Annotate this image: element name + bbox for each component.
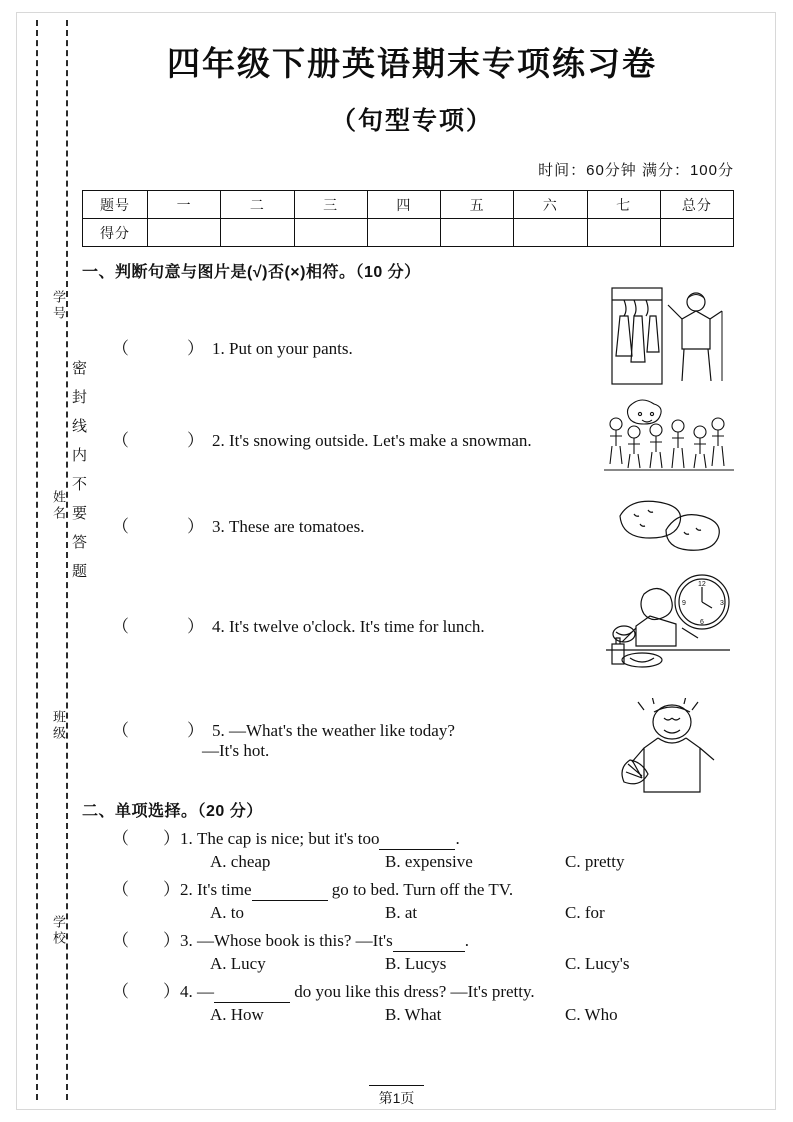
score-col-5: 五 bbox=[441, 191, 514, 219]
question-3-sentence: These are tomatoes. bbox=[229, 517, 365, 536]
question-2-text bbox=[82, 426, 582, 451]
choice-2-text bbox=[82, 875, 742, 901]
score-col-1: 一 bbox=[148, 191, 221, 219]
svg-text:9: 9 bbox=[682, 600, 686, 607]
score-cell-2[interactable] bbox=[221, 219, 294, 247]
score-cell-7[interactable] bbox=[587, 219, 660, 247]
list-item bbox=[82, 824, 742, 872]
exam-meta: 时间：60分钟 满分：100分 bbox=[538, 162, 734, 179]
score-cell-5[interactable] bbox=[441, 219, 514, 247]
question-5-number: 5. bbox=[212, 721, 225, 740]
score-cell-1[interactable] bbox=[148, 219, 221, 247]
list-item bbox=[82, 612, 582, 637]
answer-bracket[interactable]: （ ） bbox=[112, 339, 212, 358]
question-4-sentence: It's twelve o'clock. It's time for lunch. bbox=[229, 617, 485, 636]
question-1-sentence: Put on your pants. bbox=[229, 339, 353, 358]
choice-3-text bbox=[82, 926, 742, 952]
hot-man-fan-icon bbox=[614, 698, 734, 798]
answer-bracket[interactable]: （ ） bbox=[112, 721, 212, 740]
page-subtitle: （句型专项） bbox=[330, 107, 493, 135]
choice-2-options bbox=[82, 903, 742, 923]
page-footer bbox=[0, 1085, 793, 1108]
score-col-4: 四 bbox=[367, 191, 440, 219]
choice-1-number: 1. bbox=[180, 829, 193, 848]
list-item bbox=[82, 977, 742, 1025]
question-5-sentence-2: —It's hot. bbox=[202, 741, 270, 760]
seal-warning-text: 密封线内不要答题 bbox=[70, 360, 87, 592]
svg-text:6: 6 bbox=[700, 619, 704, 626]
exam-content bbox=[82, 26, 742, 1025]
list-item bbox=[82, 875, 742, 923]
question-2-number: 2. bbox=[212, 431, 225, 450]
question-3-text bbox=[82, 512, 582, 537]
section-2-items bbox=[82, 824, 742, 1025]
score-col-2: 二 bbox=[221, 191, 294, 219]
answer-bracket[interactable]: （ ） bbox=[112, 517, 212, 536]
answer-bracket[interactable]: （ ） bbox=[112, 829, 180, 848]
choice-2-option-b[interactable]: B. at bbox=[385, 903, 418, 922]
choice-4-stem-after: do you like this dress? —It's pretty. bbox=[294, 982, 535, 1001]
svg-text:3: 3 bbox=[720, 600, 724, 607]
choice-2-stem-after: go to bed. Turn off the TV. bbox=[331, 880, 514, 899]
score-cell-3[interactable] bbox=[294, 219, 367, 247]
question-3-number: 3. bbox=[212, 517, 225, 536]
answer-bracket[interactable]: （ ） bbox=[112, 931, 180, 950]
choice-4-options bbox=[82, 1005, 742, 1025]
choice-3-option-c[interactable]: C. Lucy's bbox=[565, 954, 630, 973]
seal-column bbox=[30, 20, 87, 1100]
answer-bracket[interactable]: （ ） bbox=[112, 431, 212, 450]
seal-label-school: 学校 bbox=[51, 915, 66, 947]
score-table-row-label-score: 得分 bbox=[83, 219, 148, 247]
choice-4-text bbox=[82, 977, 742, 1003]
list-item bbox=[82, 716, 582, 761]
page-title: 四年级下册英语期末专项练习卷 bbox=[167, 45, 657, 82]
choice-1-text bbox=[82, 824, 742, 850]
question-1-number: 1. bbox=[212, 339, 225, 358]
choice-1-stem-after: . bbox=[455, 829, 460, 848]
choice-2-option-c[interactable]: C. for bbox=[565, 903, 605, 922]
score-col-6: 六 bbox=[514, 191, 587, 219]
choice-1-option-b[interactable]: B. expensive bbox=[385, 852, 473, 871]
list-item bbox=[82, 926, 742, 974]
section-1-heading: 一、判断句意与图片是(√)否(×)相符。（10 分） bbox=[82, 264, 421, 281]
score-col-7: 七 bbox=[587, 191, 660, 219]
choice-3-options bbox=[82, 954, 742, 974]
question-4-text bbox=[82, 612, 582, 637]
choice-4-option-b[interactable]: B. What bbox=[385, 1005, 442, 1024]
section-2-heading: 二、单项选择。（20 分） bbox=[82, 803, 263, 820]
children-snow-icon bbox=[604, 394, 734, 474]
svg-text:12: 12 bbox=[698, 581, 706, 588]
fill-blank[interactable] bbox=[393, 931, 465, 952]
question-1-text bbox=[82, 334, 582, 359]
clothes-hanging-boy-icon bbox=[604, 286, 734, 391]
choice-4-option-c[interactable]: C. Who bbox=[565, 1005, 618, 1024]
answer-bracket[interactable]: （ ） bbox=[112, 617, 212, 636]
question-5-text bbox=[82, 716, 582, 741]
fill-blank[interactable] bbox=[214, 982, 290, 1003]
score-table-row-label-number: 题号 bbox=[83, 191, 148, 219]
question-2-sentence: It's snowing outside. Let's make a snowman. bbox=[229, 431, 532, 450]
choice-1-stem-before: The cap is nice; but it's too bbox=[197, 829, 380, 848]
choice-3-stem-after: . bbox=[464, 931, 469, 950]
list-item bbox=[82, 512, 582, 537]
choice-3-option-a[interactable]: A. Lucy bbox=[210, 954, 266, 973]
seal-dashed-line-left bbox=[36, 20, 38, 1100]
score-cell-6[interactable] bbox=[514, 219, 587, 247]
fill-blank[interactable] bbox=[379, 829, 455, 850]
table-row-headers bbox=[83, 191, 734, 219]
answer-bracket[interactable]: （ ） bbox=[112, 880, 180, 899]
choice-3-option-b[interactable]: B. Lucys bbox=[385, 954, 447, 973]
choice-4-number: 4. bbox=[180, 982, 193, 1001]
choice-1-option-a[interactable]: A. cheap bbox=[210, 852, 271, 871]
seal-label-student-id: 学号 bbox=[51, 290, 66, 322]
fill-blank[interactable] bbox=[252, 880, 328, 901]
girl-lunch-clock-icon bbox=[602, 572, 734, 690]
choice-3-number: 3. bbox=[180, 931, 193, 950]
table-row-scores bbox=[83, 219, 734, 247]
score-col-total: 总分 bbox=[660, 191, 733, 219]
potatoes-icon bbox=[604, 486, 734, 556]
choice-1-options bbox=[82, 852, 742, 872]
score-cell-total[interactable] bbox=[660, 219, 733, 247]
choice-2-option-a[interactable]: A. to bbox=[210, 903, 244, 922]
section-1-items bbox=[82, 286, 742, 786]
question-4-number: 4. bbox=[212, 617, 225, 636]
seal-label-name: 姓名 bbox=[51, 490, 66, 522]
choice-4-option-a[interactable]: A. How bbox=[210, 1005, 264, 1024]
score-table bbox=[82, 190, 734, 247]
page-number: 第1页 bbox=[369, 1085, 425, 1108]
list-item bbox=[82, 334, 582, 359]
choice-2-number: 2. bbox=[180, 880, 193, 899]
score-col-3: 三 bbox=[294, 191, 367, 219]
list-item bbox=[82, 426, 582, 451]
choice-4-stem-before: — bbox=[197, 982, 214, 1001]
score-cell-4[interactable] bbox=[367, 219, 440, 247]
seal-label-class: 班级 bbox=[51, 710, 66, 742]
choice-3-stem-before: —Whose book is this? —It's bbox=[197, 931, 393, 950]
choice-1-option-c[interactable]: C. pretty bbox=[565, 852, 625, 871]
choice-2-stem-before: It's time bbox=[197, 880, 252, 899]
question-5-sentence: —What's the weather like today? bbox=[229, 721, 455, 740]
answer-bracket[interactable]: （ ） bbox=[112, 982, 180, 1001]
